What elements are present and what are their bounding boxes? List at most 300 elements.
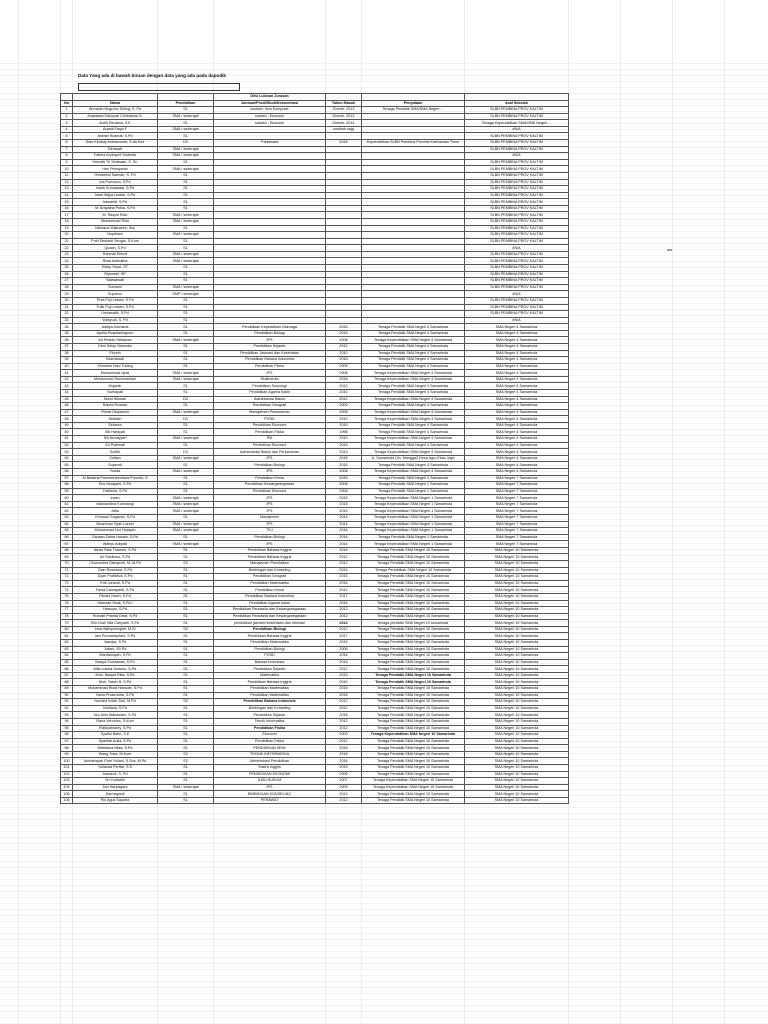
cell-penyataan: Tenaga Pendidik SMA Negeri 4 Samarinda <box>362 429 465 436</box>
cell-jurusan: IPA <box>214 436 326 443</box>
cell-no: 75 <box>61 593 73 600</box>
cell-pendidikan: S1 <box>158 620 214 627</box>
cell-nama: Muammar Syah Landu <box>73 521 158 528</box>
cell-no: 70 <box>61 561 73 568</box>
cell-asal-sekolah: SMA Negeri 10 Samarinda <box>465 771 569 778</box>
cell-tahun: 2015 <box>326 330 362 337</box>
table-row <box>61 343 569 350</box>
cell-no: 40 <box>61 363 73 370</box>
cell-no: 69 <box>61 554 73 561</box>
cell-no: 81 <box>61 633 73 640</box>
table-row <box>61 311 569 318</box>
cell-penyataan <box>362 297 465 304</box>
cell-pendidikan: S1 <box>158 712 214 719</box>
table-row <box>61 653 569 660</box>
cell-no: 84 <box>61 653 73 660</box>
cell-tahun: 2015 <box>326 501 362 508</box>
cell-pendidikan: D3 <box>158 140 214 147</box>
cell-jurusan: Pendidikan Kimia <box>214 475 326 482</box>
gridline-horizontal <box>0 63 768 64</box>
gridline-horizontal <box>0 999 768 1000</box>
cell-pendidikan: S1 <box>158 791 214 798</box>
cell-penyataan: Tenaga Pendidik SMA Negeri 1 Samarinda <box>362 534 465 541</box>
cell-tahun <box>326 284 362 291</box>
cell-jurusan: Sastra Inggris <box>214 764 326 771</box>
cell-nama: Mardiamiyah, S.Pd <box>73 653 158 660</box>
cell-nama: Supendi <box>73 462 158 469</box>
cell-jurusan <box>214 278 326 285</box>
cell-nama: Rinda Oktyaduhi <box>73 409 158 416</box>
cell-asal-sekolah: SLBN PEMBINA PROV KALTIM <box>465 212 569 219</box>
gridline-horizontal <box>0 963 768 964</box>
cell-nama: Rio Agus Saputra <box>73 797 158 804</box>
gridline-horizontal <box>0 975 768 976</box>
cell-nama: Muhammad Rizal Hamzah, S.Pd <box>73 686 158 693</box>
cell-asal-sekolah: SMA Negeri 4 Samarinda <box>465 363 569 370</box>
table-row <box>61 297 569 304</box>
cell-asal-sekolah: SMA Negeri 10 Samarinda <box>465 797 569 804</box>
cell-jurusan: Pendidikan Kepelatihan Olahraga <box>214 324 326 331</box>
cell-jurusan <box>214 238 326 245</box>
cell-jurusan: BIMBINGAN KONSELING <box>214 791 326 798</box>
cell-asal-sekolah: SMA Negeri 4 Samarinda <box>465 468 569 475</box>
cell-tahun: 2014 <box>326 541 362 548</box>
table-row <box>61 251 569 258</box>
cell-nama: Khoswul Sugianto, S.Pd <box>73 515 158 522</box>
cell-penyataan: Tenaga Pendidik SMA Negeri 10 Samarinda <box>362 653 465 660</box>
cell-nama: Eko Nurajanti, S.Pd <box>73 482 158 489</box>
cell-penyataan: Tenaga Pendidik SMA Negeri 4 Samarinda <box>362 403 465 410</box>
cell-jurusan <box>214 205 326 212</box>
cell-pendidikan: S1 <box>158 304 214 311</box>
cell-pendidikan: S1 <box>158 692 214 699</box>
cell-nama: Setiarso <box>73 422 158 429</box>
cell-penyataan <box>362 265 465 272</box>
cell-asal-sekolah: SMA Negeri 4 Samarinda <box>465 429 569 436</box>
cell-asal-sekolah: SLBN PEMBINA PROV KALTIM <box>465 271 569 278</box>
cell-tahun: 2009 <box>326 363 362 370</box>
cell-tahun: 2008 <box>326 482 362 489</box>
cell-jurusan: pendidikan jasmani kesehatan dan rekreasi <box>214 620 326 627</box>
table-row <box>61 113 569 120</box>
cell-nama: Eko Diah Nila Cahyanti, S.Pd <box>73 620 158 627</box>
cell-tahun: 2015 <box>326 475 362 482</box>
cell-asal-sekolah: SMA Negeri 10 Samarinda <box>465 705 569 712</box>
cell-asal-sekolah: SMA Negeri 10 Samarinda <box>465 679 569 686</box>
cell-penyataan <box>362 179 465 186</box>
cell-no: 26 <box>61 271 73 278</box>
cell-pendidikan: S1 <box>158 580 214 587</box>
cell-pendidikan: S1 <box>158 120 214 127</box>
cell-penyataan <box>362 120 465 127</box>
cell-pendidikan: S1 <box>158 613 214 620</box>
cell-tahun: 2018 <box>326 692 362 699</box>
cell-no: 91 <box>61 699 73 706</box>
cell-asal-sekolah: SMA Negeri 10 Samarinda <box>465 686 569 693</box>
cell-pendidikan: S1 <box>158 311 214 318</box>
table-row <box>61 554 569 561</box>
cell-no: 94 <box>61 718 73 725</box>
cell-asal-sekolah: SMA Negeri 10 Samarinda <box>465 758 569 765</box>
table-row <box>61 692 569 699</box>
cell-jurusan <box>214 192 326 199</box>
cell-asal-sekolah: SLBN PEMBINA PROV KALTIM <box>465 238 569 245</box>
table-row <box>61 146 569 153</box>
cell-no: 51 <box>61 436 73 443</box>
cell-nama: Wardiana Nilsa, S.Pd <box>73 745 158 752</box>
table-row <box>61 225 569 232</box>
cell-pendidikan: SMA / sederajat <box>158 126 214 133</box>
cell-tahun: 2009 <box>326 409 362 416</box>
cell-no: 29 <box>61 291 73 298</box>
cell-no: 105 <box>61 791 73 798</box>
cell-jurusan: PENDIDIKAN SENI <box>214 745 326 752</box>
table-row <box>61 166 569 173</box>
cell-nama: Aryadi Faqul F <box>73 126 158 133</box>
cell-jurusan: Pendidikan Pancasila dan Kewarganegaraan <box>214 613 326 620</box>
cell-asal-sekolah: SMA Negeri 10 Samarinda <box>465 751 569 758</box>
cell-jurusan: Pendidikan Fisika <box>214 363 326 370</box>
cell-penyataan: Tenaga Kependidikan SMA Negeri 10 Samarinda <box>362 778 465 785</box>
cell-asal-sekolah: SMA Negeri 7 Samarinda <box>465 515 569 522</box>
cell-asal-sekolah: SMA Negeri 7 Samarinda <box>465 541 569 548</box>
cell-tahun: 2016 <box>326 534 362 541</box>
cell-penyataan: Tenaga Pendidik SMA Negeri 4 Samarinda <box>362 383 465 390</box>
cell-nama: Dian Kinanty Anthanoulta, S.Ak.Kes <box>73 140 158 147</box>
gridline-horizontal <box>0 909 768 910</box>
cell-nama: Yulianda Pertiwi, S.S <box>73 764 158 771</box>
cell-no: 93 <box>61 712 73 719</box>
cell-penyataan: Tenaga Pendidik SMA Negeri 4 Samarinda <box>362 343 465 350</box>
cell-nama: Surfitri <box>73 449 158 456</box>
cell-penyataan: Tenaga Kependidikan SMA Negeri 1 Samarinda <box>362 515 465 522</box>
cell-no: 50 <box>61 429 73 436</box>
table-row <box>61 396 569 403</box>
cell-jurusan <box>214 297 326 304</box>
cell-nama: Abdul Rais Thamrin, S.Pd <box>73 547 158 554</box>
cell-penyataan <box>362 271 465 278</box>
cell-penyataan: Tenaga Pendidik SMA Negeri 4 Samarinda <box>362 462 465 469</box>
cell-penyataan <box>362 251 465 258</box>
cell-pendidikan: S1 <box>158 732 214 739</box>
cell-asal-sekolah: SMA Negeri 4 Samarinda <box>465 403 569 410</box>
cell-tahun: 2012 <box>326 626 362 633</box>
cell-no: 30 <box>61 297 73 304</box>
cell-tahun: Dlrecth: 2014 <box>326 120 362 127</box>
cell-nama: Jafar <box>73 508 158 515</box>
table-row <box>61 672 569 679</box>
cell-tahun: 2018 <box>326 712 362 719</box>
cell-jurusan: Pendidikan Kewarganegaraan <box>214 482 326 489</box>
cell-jurusan: PENDIDIKAN EKONOMI <box>214 771 326 778</box>
cell-tahun: 2018 <box>326 745 362 752</box>
cell-penyataan: Tenaga Kependidikan SMA Negeri 4 Samarinda <box>362 468 465 475</box>
gridline-horizontal <box>0 945 768 946</box>
gridline-horizontal <box>0 915 768 916</box>
cell-jurusan: Pendidikan Biologi <box>214 646 326 653</box>
gridline-horizontal <box>0 933 768 934</box>
cell-pendidikan: S1 <box>158 363 214 370</box>
cell-penyataan <box>362 304 465 311</box>
cell-jurusan: IPS <box>214 370 326 377</box>
cell-no: 49 <box>61 422 73 429</box>
cell-tahun <box>326 317 362 324</box>
cell-asal-sekolah: SMA Negeri 4 Samarinda <box>465 337 569 344</box>
cell-no: 21 <box>61 238 73 245</box>
cell-jurusan: Ekonomi <box>214 732 326 739</box>
cell-asal-sekolah: SLBN PEMBINA PROV KALTIM <box>465 166 569 173</box>
stray-cell-note: aw <box>667 247 673 252</box>
cell-no: 42 <box>61 376 73 383</box>
cell-jurusan: Pendidikan Sosiologi <box>214 383 326 390</box>
cell-jurusan: Pendidikan Bahasa Inggris <box>214 679 326 686</box>
cell-no: 85 <box>61 659 73 666</box>
cell-no: 80 <box>61 626 73 633</box>
cell-pendidikan: S1 <box>158 488 214 495</box>
cell-nama: Amriansyah Putri Yuliani, S.Sos.,M.Pd <box>73 758 158 765</box>
cell-pendidikan: S1 <box>158 738 214 745</box>
cell-penyataan <box>362 166 465 173</box>
gridline-horizontal <box>0 951 768 952</box>
cell-no: 63 <box>61 515 73 522</box>
table-row <box>61 567 569 574</box>
cell-pendidikan: SMA / sederajat <box>158 232 214 239</box>
cell-nama: Rizky Yusuf, ST <box>73 265 158 272</box>
cell-jurusan: Pendidikan Bahasa Indonesia <box>214 699 326 706</box>
table-row <box>61 436 569 443</box>
cell-asal-sekolah: SMA Negeri 10 Samarinda <box>465 791 569 798</box>
cell-tahun <box>326 192 362 199</box>
cell-tahun: 2014 <box>326 620 362 627</box>
cell-jurusan: sosbish: Ilmu Komputer <box>214 107 326 114</box>
table-row <box>61 495 569 502</box>
cell-jurusan: IPS <box>214 501 326 508</box>
cell-pendidikan: S1 <box>158 705 214 712</box>
cell-asal-sekolah: SMA Negeri 4 Samarinda <box>465 376 569 383</box>
gridline-horizontal <box>0 825 768 826</box>
cell-nama: Tutik Puji Lestari, S.Pd <box>73 304 158 311</box>
cell-asal-sekolah: SMA Negeri 10 Samarinda <box>465 718 569 725</box>
cell-nama: Dyah Pratiktiva, S.Pd <box>73 574 158 581</box>
cell-no: 19 <box>61 225 73 232</box>
gridline-horizontal <box>0 849 768 850</box>
cell-penyataan: Tenaga Pendidik SMA Negeri 4 Samarinda <box>362 357 465 364</box>
cell-asal-sekolah: SMA Negeri 10 Samarinda <box>465 764 569 771</box>
table-row <box>61 482 569 489</box>
cell-penyataan: Tenaga Pendidik SMA Negeri 10 Samarinda <box>362 613 465 620</box>
cell-jurusan <box>214 284 326 291</box>
cell-nama: Intan Wijya Lestari, S.Pd <box>73 192 158 199</box>
cell-jurusan: Pendidikan Matematika <box>214 692 326 699</box>
cell-penyataan: Tenaga Pendidik SMA Negeri 10 Samarinda <box>362 561 465 568</box>
gridline-horizontal <box>0 957 768 958</box>
cell-asal-sekolah: SMA Negeri 10 Samarinda <box>465 620 569 627</box>
cell-asal-sekolah: SLBN PEMBINA PROV KALTIM <box>465 265 569 272</box>
cell-pendidikan: SMA / sederajat <box>158 541 214 548</box>
cell-jurusan <box>214 212 326 219</box>
cell-nama: Irmi Purnamasi'ani, S.Pd <box>73 633 158 640</box>
cell-jurusan: IPS <box>214 521 326 528</box>
cell-tahun: 2018 <box>326 140 362 147</box>
table-row <box>61 705 569 712</box>
cell-asal-sekolah: SMA Negeri 10 Samarinda <box>465 692 569 699</box>
cell-tahun: 2007 <box>326 778 362 785</box>
cell-tahun: 1998 <box>326 429 362 436</box>
table-row <box>61 330 569 337</box>
cell-penyataan: Tenaga Pendidik SMA Negeri 10 Samarinda <box>362 593 465 600</box>
cell-jurusan: Pendidikan Ekonomi <box>214 488 326 495</box>
cell-nama: Putri Desianti Sengar, S.Kom <box>73 238 158 245</box>
cell-tahun: 2012 <box>326 613 362 620</box>
cell-nama: Florein <box>73 350 158 357</box>
cell-nama: Ari Prianto Setiawan <box>73 337 158 344</box>
header-penyataan: Penyataan <box>362 100 465 107</box>
cell-tahun: 2012 <box>326 343 362 350</box>
cell-pendidikan: S1 <box>158 245 214 252</box>
table-row <box>61 508 569 515</box>
cell-nama: Sulkan <box>73 455 158 462</box>
cell-pendidikan: D3 <box>158 449 214 456</box>
cell-no: 60 <box>61 495 73 502</box>
cell-penyataan: Tenaga Kependidikan SMA Negeri 4 Samarinda <box>362 436 465 443</box>
cell-pendidikan: SMP / sederajat <box>158 291 214 298</box>
table-row <box>61 409 569 416</box>
cell-tahun: Dlrecth: 2013 <box>326 113 362 120</box>
cell-no: 36 <box>61 337 73 344</box>
table-row <box>61 304 569 311</box>
cell-no: 89 <box>61 686 73 693</box>
cell-no: 7 <box>61 146 73 153</box>
cell-asal-sekolah: SMA Negeri 10 Samarinda <box>465 784 569 791</box>
cell-tahun: 2015 <box>326 462 362 469</box>
cell-nama: Salasawati <box>73 278 158 285</box>
cell-nama: Wahyudi, S. Pd <box>73 317 158 324</box>
cell-jurusan: Manajemen <box>214 515 326 522</box>
cell-nama: Juliani, S0.Pd <box>73 646 158 653</box>
cell-pendidikan: SMA / sederajat <box>158 146 214 153</box>
cell-pendidikan: S1 <box>158 718 214 725</box>
cell-no: 101 <box>61 764 73 771</box>
cell-pendidikan: S1 <box>158 797 214 804</box>
cell-tahun: 2012 <box>326 587 362 594</box>
cell-no: 53 <box>61 449 73 456</box>
cell-penyataan: Tenaga Pendidikan SMA Negeri 10 Samarinda <box>362 567 465 574</box>
cell-jurusan: Pendidikan Bahasa Indonesia <box>214 357 326 364</box>
table-row <box>61 324 569 331</box>
cell-jurusan: PGSD <box>214 416 326 423</box>
cell-penyataan: Tenaga Kependidikan SMA Negeri 4 Samarinda <box>362 409 465 416</box>
cell-jurusan <box>214 311 326 318</box>
cell-no: 33 <box>61 317 73 324</box>
gridline-horizontal <box>0 987 768 988</box>
cell-nama: Rahmi Rusdan <box>73 403 158 410</box>
cell-tahun <box>326 153 362 160</box>
cell-no: 24 <box>61 258 73 265</box>
cell-jurusan: Manajemen Perkantoran <box>214 409 326 416</box>
table-row <box>61 153 569 160</box>
cell-jurusan: Pendidikan Agama Islam <box>214 600 326 607</box>
cell-jurusan: IPS <box>214 455 326 462</box>
cell-no: 102 <box>61 771 73 778</box>
cell-nama: Ardih Perdana, S.E <box>73 120 158 127</box>
cell-tahun: 2015 <box>326 639 362 646</box>
cell-pendidikan: S1 <box>158 679 214 686</box>
cell-nama: Dwi Handayani <box>73 784 158 791</box>
table-row <box>61 133 569 140</box>
cell-no: 90 <box>61 692 73 699</box>
cell-jurusan <box>214 317 326 324</box>
cell-no: 83 <box>61 646 73 653</box>
cell-asal-sekolah: SMA Negeri 4 Samarinda <box>465 409 569 416</box>
cell-asal-sekolah: SMA Negeri 10 Samarinda <box>465 626 569 633</box>
cell-nama: Fadlisha, S.Pd <box>73 488 158 495</box>
cell-penyataan: Tenaga Kependidikan SMA Negeri 1 Samarinda <box>362 528 465 535</box>
gridline-horizontal <box>0 1005 768 1006</box>
table-row <box>61 455 569 462</box>
cell-asal-sekolah: SMA Negeri 10 Samarinda <box>465 725 569 732</box>
cell-tahun: 2012 <box>326 561 362 568</box>
cell-penyataan: Tenaga Pendidik SMA Negeri 10 Samarinda <box>362 738 465 745</box>
table-body <box>61 107 569 804</box>
cell-penyataan: Tenaga Pendidik SMA Negeri 1 Samarinda <box>362 475 465 482</box>
table-row <box>61 291 569 298</box>
cell-no: 10 <box>61 166 73 173</box>
cell-no: 12 <box>61 179 73 186</box>
gridline-horizontal <box>0 1017 768 1018</box>
cell-tahun: 2015 <box>326 672 362 679</box>
cell-no: 99 <box>61 751 73 758</box>
cell-tahun: 2012 <box>326 705 362 712</box>
cell-penyataan <box>362 291 465 298</box>
cell-nama: Wahyu Adiyadi <box>73 541 158 548</box>
cell-no: 55 <box>61 462 73 469</box>
cell-jurusan: Multimedia <box>214 376 326 383</box>
cell-penyataan <box>362 146 465 153</box>
cell-jurusan: Administrasi Pendidikan <box>214 758 326 765</box>
cell-no: 82 <box>61 639 73 646</box>
cell-nama: Dian Ruswana, S.Pd <box>73 567 158 574</box>
cell-tahun <box>326 205 362 212</box>
cell-asal-sekolah: SMA Negeri 7 Samarinda <box>465 534 569 541</box>
table-row <box>61 541 569 548</box>
cell-asal-sekolah: SLBN PEMBINA PROV KALTIM <box>465 297 569 304</box>
cell-nama: Sumarni <box>73 284 158 291</box>
cell-tahun: 2014 <box>326 515 362 522</box>
cell-asal-sekolah: SMA Negeri 10 Samarinda <box>465 778 569 785</box>
cell-tahun: 2008 <box>326 337 362 344</box>
cell-tahun <box>326 232 362 239</box>
table-row <box>61 547 569 554</box>
cell-pendidikan: S1 <box>158 653 214 660</box>
cell-penyataan: Tenaga Pendidik SMA Negeri 10 Samarinda <box>362 725 465 732</box>
cell-nama: Himawhul Saenah, S. Pd <box>73 172 158 179</box>
table-row <box>61 600 569 607</box>
cell-jurusan: Pendidikan Kimia <box>214 587 326 594</box>
cell-asal-sekolah: SMA Negeri 4 Samarinda <box>465 357 569 364</box>
cell-penyataan <box>362 278 465 285</box>
cell-penyataan: Tenaga Pendidik SMA Negeri 10 Samarinda <box>362 633 465 640</box>
table-row <box>61 416 569 423</box>
cell-no: 13 <box>61 186 73 193</box>
blank-input-box[interactable] <box>78 83 240 91</box>
cell-tahun <box>326 225 362 232</box>
cell-asal-sekolah: SMA Negeri 4 Samarinda <box>465 422 569 429</box>
cell-nama: Siti Hardyati <box>73 429 158 436</box>
table-row <box>61 212 569 219</box>
cell-pendidikan: S1 <box>158 107 214 114</box>
table-row <box>61 205 569 212</box>
cell-nama: Asbran Busbus, S.Pd <box>73 133 158 140</box>
